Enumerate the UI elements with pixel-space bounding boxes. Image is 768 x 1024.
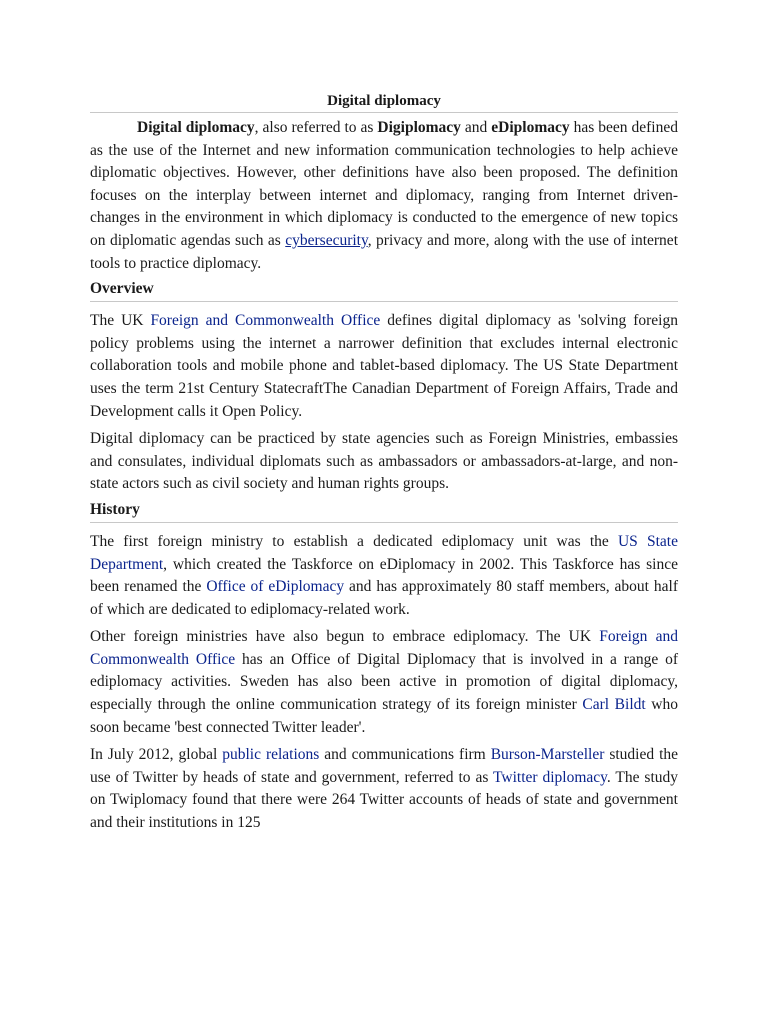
page-title: Digital diplomacy [90, 93, 678, 113]
link-burson-marsteller[interactable]: Burson-Marsteller [490, 746, 605, 764]
link-public-relations[interactable]: public relations [222, 746, 320, 764]
link-office-of-ediplomacy[interactable]: Office of eDiplomacy [206, 578, 345, 596]
term-digiplomacy: Digiplomacy [377, 119, 461, 136]
intro-paragraph [90, 117, 678, 275]
text-run: and [460, 119, 492, 136]
history-paragraph-2 [90, 626, 678, 739]
text-run: , which created the Taskforce on eDiplomacy in 2002. This Taskforce has since been renamed the [90, 555, 678, 596]
section-heading-history: History [90, 501, 678, 523]
link-foreign-commonwealth-office-2[interactable]: Foreign and Commonwealth Office [90, 628, 678, 668]
text-run: The first foreign ministry to establish a dedicated ediplomacy unit was the [90, 532, 618, 550]
link-carl-bildt[interactable]: Carl Bildt [582, 696, 646, 714]
text-run: In July 2012, global [90, 746, 223, 764]
link-twitter-diplomacy[interactable]: Twitter diplomacy [493, 768, 607, 786]
text-run: Other foreign ministries have also begun to embrace ediplomacy. The UK [90, 628, 600, 646]
term-digital-diplomacy: Digital diplomacy [137, 119, 255, 136]
history-paragraph-3 [90, 744, 678, 834]
text-run: The UK [90, 312, 151, 330]
link-foreign-commonwealth-office[interactable]: Foreign and Commonwealth Office [150, 312, 381, 330]
history-paragraph-1 [90, 531, 678, 621]
text-run: and communications firm [319, 746, 491, 764]
text-run: . The study on Twiplomacy found that there were 264 Twitter accounts of heads of state and government and their institutions in 125 [90, 768, 679, 832]
text-run: studied the use of Twitter by heads of state and government, referred to as [90, 746, 678, 786]
term-ediplomacy: eDiplomacy [491, 119, 570, 136]
link-us-state-department[interactable]: US State Department [90, 532, 678, 573]
section-heading-overview: Overview [90, 280, 678, 302]
text-run: who soon became 'best connected Twitter leader'. [90, 696, 678, 736]
text-run: and has approximately 80 staff members, about half of which are dedicated to ediplomacy-related work. [90, 578, 679, 618]
overview-paragraph-1 [90, 310, 678, 423]
text-run: , privacy and more, along with the use of internet tools to practice diplomacy. [90, 231, 678, 272]
overview-paragraph-2: Digital diplomacy can be practiced by state agencies such as Foreign Ministries, embassies and consulates, individual diplomats such as ambassadors or ambassadors-at-large, and non-state actors such as civil society and human rights groups. [90, 430, 678, 493]
text-run: , also referred to as [254, 119, 378, 136]
text-run: has an Office of Digital Diplomacy that is involved in a range of ediplomacy activities. Sweden has also been active in promotion of digital diplomacy, especially through the online communication strategy of its foreign minister [90, 650, 678, 714]
text-run: has been defined as the use of the Internet and new information communication technologies to help achieve diplomatic objectives. However, other definitions have also been proposed. The definition focuses on the interplay between internet and diplomacy, ranging from Internet driven-changes in the environment in which diplomacy is conducted to the emergence of new topics on diplomatic agendas such as [90, 119, 678, 249]
link-cybersecurity[interactable]: cybersecurity [285, 231, 368, 249]
text-run: defines digital diplomacy as 'solving foreign policy problems using the internet a narrower definition that excludes internal electronic collaboration tools and mobile phone and tablet-based diplomacy. The US State Department uses the term 21st Century StatecraftThe Canadian Department of Foreign Affairs, Trade and Development calls it Open Policy. [90, 312, 678, 420]
article-body [90, 93, 678, 840]
